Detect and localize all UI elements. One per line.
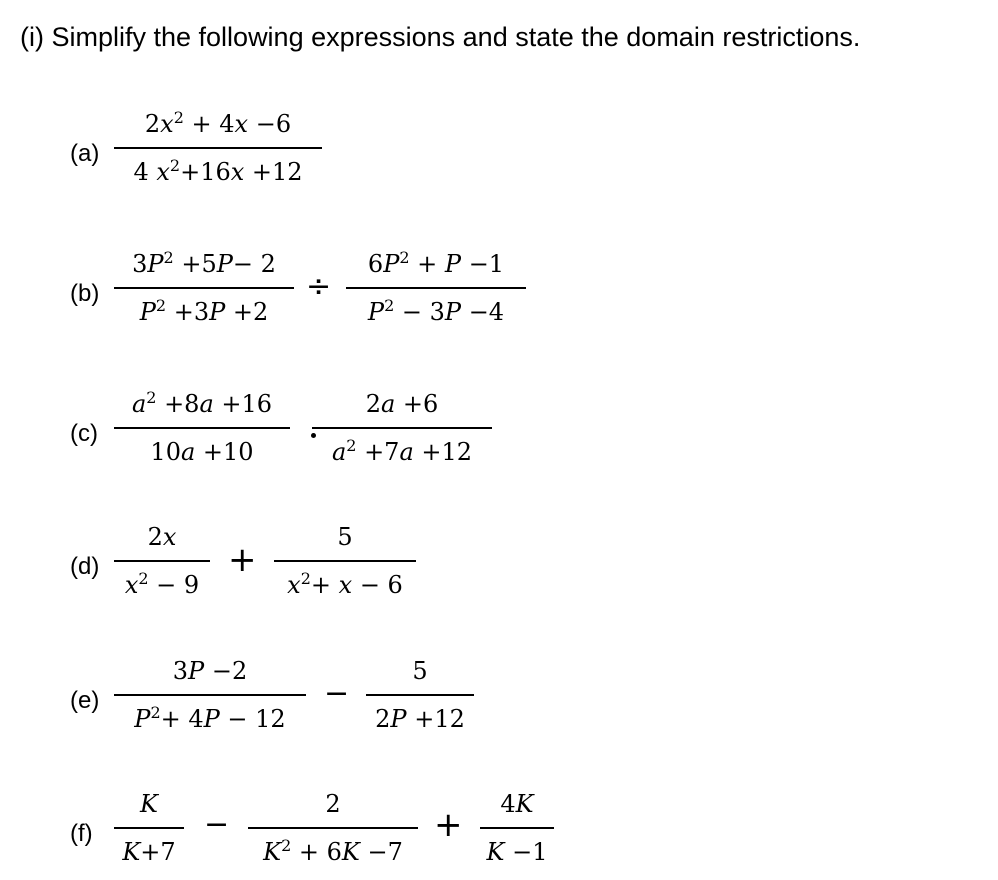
numerator	[346, 250, 526, 278]
variable: P	[444, 298, 462, 326]
variable: K	[263, 838, 282, 866]
variable: P	[209, 298, 226, 326]
term: − 3	[394, 298, 445, 326]
numerator	[114, 390, 290, 418]
numerator	[114, 523, 210, 551]
term: 2	[365, 390, 381, 418]
variable: x	[162, 523, 177, 551]
variable: P	[134, 705, 151, 733]
variable: P	[203, 705, 220, 733]
term: − 12	[219, 705, 286, 733]
term: +	[409, 250, 445, 278]
exponent: 2	[155, 296, 167, 315]
fraction-bar	[114, 694, 306, 696]
denominator	[248, 838, 418, 866]
fraction-bar	[114, 287, 294, 289]
denominator	[366, 705, 474, 733]
term: −6	[248, 110, 292, 138]
term: 2	[375, 705, 391, 733]
variable: K	[486, 838, 505, 866]
variable: K	[515, 790, 534, 818]
fraction-bar	[312, 427, 492, 429]
problem-label: (e)	[70, 687, 100, 714]
variable: x	[156, 158, 170, 186]
numerator	[480, 790, 554, 818]
variable: a	[199, 390, 214, 418]
problem-label: (f)	[70, 820, 93, 847]
variable: x	[124, 571, 139, 599]
term: + 4	[160, 705, 204, 733]
term: 3	[172, 657, 189, 685]
variable: x	[287, 571, 301, 599]
term: + 4	[183, 110, 235, 138]
exponent: 2	[384, 296, 395, 315]
term: +2	[225, 298, 269, 326]
exponent: 2	[138, 569, 149, 588]
denominator	[480, 838, 554, 866]
variable: a	[399, 438, 414, 466]
fraction-bar	[366, 694, 474, 696]
exponent: 2	[150, 703, 161, 722]
term: +5	[173, 250, 217, 278]
numerator: K	[140, 790, 158, 818]
numerator	[114, 110, 322, 138]
term: − 9	[148, 571, 200, 599]
denominator	[114, 298, 294, 326]
term: 2	[144, 110, 161, 138]
variable: P	[444, 250, 462, 278]
denominator	[114, 571, 210, 599]
numerator	[114, 250, 294, 278]
term: +12	[406, 705, 465, 733]
denominator	[312, 438, 492, 466]
variable: a	[180, 438, 196, 466]
term: −2	[204, 657, 248, 685]
fraction-bar	[114, 147, 322, 149]
term: −7	[359, 838, 403, 866]
problem-label: (a)	[70, 140, 100, 167]
exponent: 2	[346, 436, 357, 455]
term: 4	[500, 790, 516, 818]
denominator	[114, 438, 290, 466]
exponent: 2	[163, 248, 174, 267]
denominator	[274, 571, 416, 599]
fraction-bar	[114, 427, 290, 429]
exponent: 2	[300, 569, 311, 588]
term: +6	[395, 390, 439, 418]
variable: P	[390, 705, 407, 733]
variable: P	[216, 250, 233, 278]
term: +10	[195, 438, 254, 466]
term: 4	[133, 158, 157, 186]
term: +3	[166, 298, 210, 326]
minus-operator: −	[204, 807, 230, 842]
term: +	[310, 571, 339, 599]
exponent: 2	[169, 156, 181, 175]
problem-label: (b)	[70, 280, 100, 307]
fraction-bar	[248, 827, 418, 829]
variable: P	[188, 657, 205, 685]
numerator	[114, 657, 306, 685]
variable: x	[160, 110, 174, 138]
exponent: 2	[399, 248, 410, 267]
divide-operator: ÷	[306, 269, 332, 304]
term: 3	[132, 250, 148, 278]
variable: P	[367, 298, 385, 326]
fraction-bar	[346, 287, 526, 289]
numerator: 2	[325, 790, 341, 818]
term: +8	[156, 390, 200, 418]
variable: K	[341, 838, 360, 866]
heading: (i) Simplify the following expressions and state the domain restrictions.	[20, 22, 861, 52]
exponent: 2	[281, 836, 292, 855]
term: 10	[150, 438, 181, 466]
denominator	[346, 298, 526, 326]
term: +16	[180, 158, 231, 186]
variable: x	[338, 571, 353, 599]
variable: P	[139, 298, 156, 326]
numerator: 5	[337, 523, 353, 551]
denominator	[114, 838, 184, 866]
term: +12	[413, 438, 473, 466]
variable: a	[131, 390, 147, 418]
term: − 2	[232, 250, 276, 278]
denominator	[114, 158, 322, 186]
term: +16	[213, 390, 273, 418]
fraction-bar	[274, 560, 416, 562]
denominator	[114, 705, 306, 733]
minus-operator: −	[324, 676, 350, 711]
variable: x	[234, 110, 249, 138]
variable: P	[147, 250, 164, 278]
term: + 6	[291, 838, 342, 866]
term: −1	[461, 250, 505, 278]
exponent: 2	[146, 388, 157, 407]
plus-operator: +	[228, 540, 257, 580]
variable: x	[230, 158, 245, 186]
term: − 6	[352, 571, 403, 599]
fraction-bar	[114, 827, 184, 829]
plus-operator: +	[434, 805, 463, 845]
term: −4	[461, 298, 505, 326]
problem-label: (c)	[70, 420, 98, 447]
variable: a	[331, 438, 347, 466]
exponent: 2	[173, 108, 184, 127]
term: 6	[367, 250, 384, 278]
fraction-bar	[114, 560, 210, 562]
term: 2	[147, 523, 163, 551]
problem-label: (d)	[70, 553, 100, 580]
fraction-bar	[480, 827, 554, 829]
term: +7	[140, 838, 176, 866]
variable: P	[383, 250, 400, 278]
variable: K	[122, 838, 141, 866]
term: +7	[356, 438, 400, 466]
numerator	[312, 390, 492, 418]
variable: a	[380, 390, 396, 418]
numerator: 5	[412, 657, 428, 685]
term: −1	[504, 838, 548, 866]
term: +12	[244, 158, 303, 186]
